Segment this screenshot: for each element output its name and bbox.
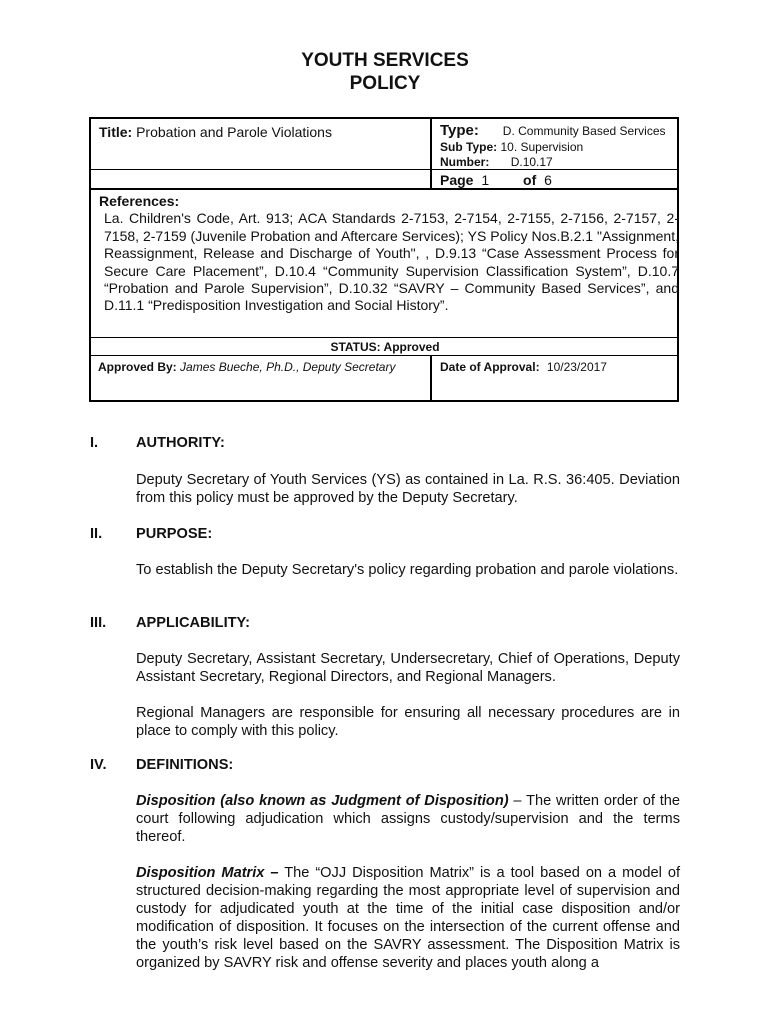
subtype-value: 10. Supervision xyxy=(500,140,584,154)
vertical-divider xyxy=(430,119,432,190)
section-paragraph: Deputy Secretary, Assistant Secretary, Undersecretary, Chief of Operations, Deputy Assistant Secretary, Regional Directors, and Regional Managers. xyxy=(136,651,680,685)
page-cell xyxy=(440,172,552,188)
definition-term: Disposition (also known as Judgment of Disposition) xyxy=(136,793,509,809)
section-heading: AUTHORITY: xyxy=(136,435,225,451)
section-number: II. xyxy=(90,526,103,542)
document-title-line1: YOUTH SERVICES xyxy=(301,50,469,71)
section-paragraph: Regional Managers are responsible for ensuring all necessary procedures are in place to comply with this policy. xyxy=(136,705,680,739)
page-label: Page xyxy=(440,172,474,188)
row-divider-references xyxy=(91,188,679,190)
approval-date-label: Date of Approval: xyxy=(440,360,540,374)
status-value: Approved xyxy=(383,340,440,354)
section-heading: DEFINITIONS: xyxy=(136,757,234,773)
references-text: La. Children's Code, Art. 913; ACA Standards 2-7153, 2-7154, 2-7155, 2-7156, 2-7157, 2-7158, 2-7159 (Juvenile Probation and Aftercare Services); YS Policy Nos.B.2.1 "Assignment, Reassignment, Release and Discharge of Youth", , D.9.13 “Case Assessment Process for Secure Care Placement”, D.10.4 “Community Supervision Classification System”, D.10.7 “Probation and Parole Supervision”, D.10.32 “SAVRY – Community Based Services”, and D.11.1 “Predisposition Investigation and Social History”. xyxy=(104,210,679,314)
title-value: Probation and Parole Violations xyxy=(136,124,332,140)
document-title-line2: POLICY xyxy=(349,73,421,94)
definition-disposition xyxy=(136,792,680,846)
row-divider-status xyxy=(91,337,679,338)
subtype-cell xyxy=(440,140,583,154)
approved-by-cell xyxy=(98,360,395,374)
title-label: Title: xyxy=(99,124,133,140)
approval-date-value: 10/23/2017 xyxy=(546,360,607,374)
number-label: Number: xyxy=(440,155,490,169)
subtype-label: Sub Type: xyxy=(440,140,498,154)
section-heading: APPLICABILITY: xyxy=(136,615,251,631)
approval-date-cell xyxy=(440,360,607,374)
section-number: IV. xyxy=(90,757,107,773)
definition-disposition-matrix xyxy=(136,864,680,972)
section-heading: PURPOSE: xyxy=(136,526,213,542)
section-number: I. xyxy=(90,435,99,451)
approved-by-label: Approved By: xyxy=(98,360,177,374)
status-cell xyxy=(91,340,679,354)
section-paragraph: To establish the Deputy Secretary's policy regarding probation and parole violations. xyxy=(136,562,679,578)
vertical-divider-approval xyxy=(430,355,432,402)
definition-text: – The written order of the court following adjudication which assigns custody/supervision and the terms thereof. xyxy=(136,793,680,845)
section-paragraph: Deputy Secretary of Youth Services (YS) as contained in La. R.S. 36:405. Deviation from this policy must be approved by the Deputy Secretary. xyxy=(136,472,680,506)
type-label: Type: xyxy=(440,122,479,139)
references-label: References: xyxy=(99,193,180,209)
title-cell xyxy=(99,124,332,140)
type-value: D. Community Based Services xyxy=(502,124,666,138)
type-cell xyxy=(440,122,666,139)
of-value: 6 xyxy=(544,172,552,188)
number-cell xyxy=(440,155,553,169)
approved-by-value: James Bueche, Ph.D., Deputy Secretary xyxy=(180,360,396,374)
row-divider-page xyxy=(91,169,679,170)
row-divider-approval xyxy=(91,355,679,356)
policy-header-table xyxy=(89,117,679,402)
number-value: D.10.17 xyxy=(510,155,553,169)
definition-text: The “OJJ Disposition Matrix” is a tool based on a model of structured decision-making regarding the most appropriate level of supervision and custody for adjudicated youth at the time of the initial case disposition and/or modification of disposition. It focuses on the intersection of the current offense and the youth’s risk level based on the SAVRY assessment. The Disposition Matrix is organized by SAVRY risk and offense severity and places youth along a xyxy=(136,865,680,971)
section-number: III. xyxy=(90,615,107,631)
definition-term: Disposition Matrix – xyxy=(136,865,279,881)
references-cell xyxy=(99,193,679,315)
of-label: of xyxy=(523,172,537,188)
status-label: STATUS: xyxy=(330,340,381,354)
page-value: 1 xyxy=(481,172,490,188)
